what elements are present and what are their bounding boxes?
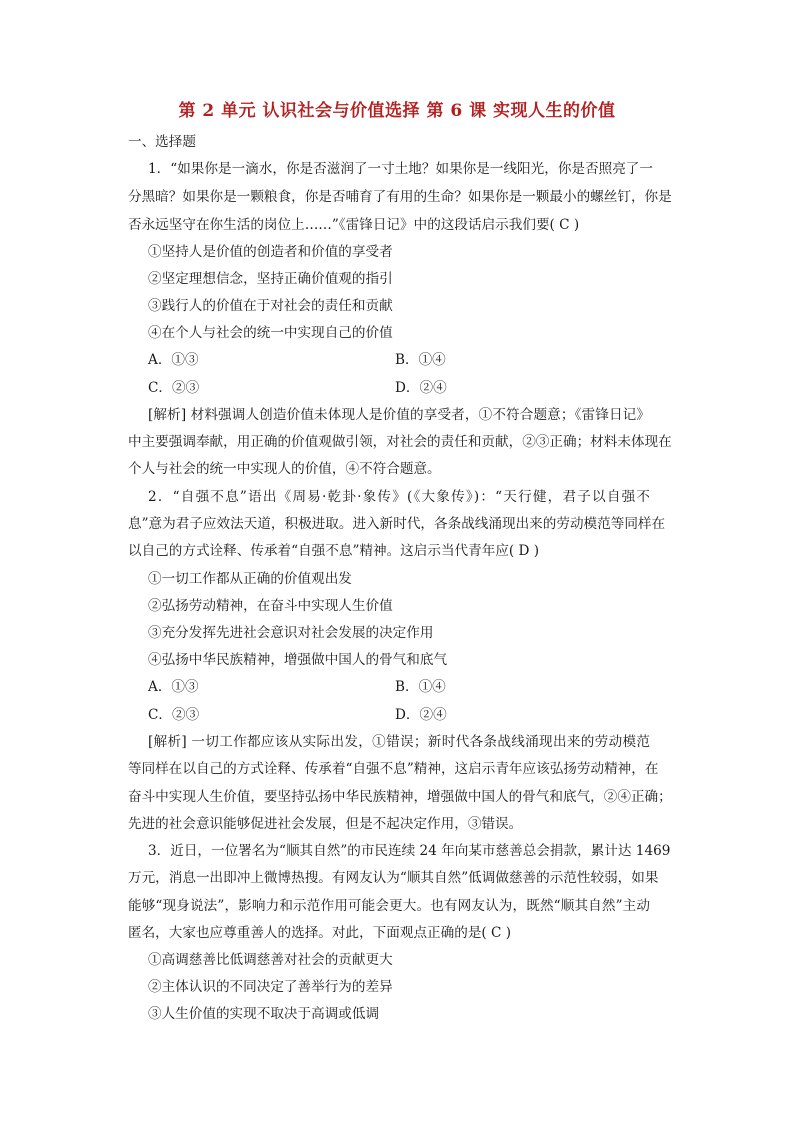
q2-statement-2: ②弘扬劳动精神，在奋斗中实现人生价值	[148, 598, 393, 614]
q2-stem-line-1: 2．“自强不息”语出《周易·乾卦·象传》(《大象传》)：“天行健，君子以自强不	[148, 489, 650, 505]
q2-analysis-line-3: 奋斗中实现人生价值，要坚持弘扬中华民族精神，增强做中国人的骨气和底气，②④正确；	[128, 789, 672, 805]
q1-stem-line-2: 分黑暗？如果你是一颗粮食，你是否哺育了有用的生命？如果你是一颗最小的螺丝钉，你是	[128, 189, 672, 205]
q1-analysis-line-2: 中主要强调奉献，用正确的价值观做引领，对社会的责任和贡献，②③正确；材料未体现在	[128, 434, 672, 450]
q2-analysis-line-1: [解析] 一切工作都应该从实际出发，①错误；新时代各条战线涌现出来的劳动模范	[148, 734, 650, 750]
q3-statement-2: ②主体认识的不同决定了善举行为的差异	[148, 979, 393, 995]
q1-stem-line-3: 否永远坚守在你生活的岗位上……”《雷锋日记》中的这段话启示我们要( C )	[128, 217, 580, 233]
q2-choice-d: D．②④	[395, 707, 447, 723]
q1-statement-4: ④在个人与社会的统一中实现自己的价值	[148, 325, 393, 341]
page-title: 第 2 单元 认识社会与价值选择 第 6 课 实现人生的价值	[178, 101, 616, 121]
q1-analysis-line-3: 个人与社会的统一中实现人的价值，④不符合题意。	[128, 461, 441, 477]
q1-statement-2: ②坚定理想信念，坚持正确价值观的指引	[148, 271, 393, 287]
q1-choice-a: A．①③	[148, 352, 199, 368]
section-heading: 一、选择题	[128, 134, 196, 150]
q1-choice-d: D．②④	[395, 380, 447, 396]
q1-statement-1: ①坚持人是价值的创造者和价值的享受者	[148, 244, 393, 260]
q2-stem-line-2: 息”意为君子应效法天道，积极进取。进入新时代，各条战线涌现出来的劳动模范等同样在	[128, 516, 666, 532]
q1-statement-3: ③践行人的价值在于对社会的责任和贡献	[148, 298, 393, 314]
q2-stem-line-3: 以自己的方式诠释、传承着“自强不息”精神。这启示当代青年应( D )	[128, 543, 540, 559]
q3-stem-line-4: 匿名，大家也应尊重善人的选择。对此，下面观点正确的是( C )	[128, 925, 512, 941]
q3-statement-1: ①高调慈善比低调慈善对社会的贡献更大	[148, 952, 393, 968]
q2-statement-3: ③充分发挥先进社会意识对社会发展的决定作用	[148, 625, 434, 641]
q2-statement-4: ④弘扬中华民族精神，增强做中国人的骨气和底气	[148, 652, 448, 668]
q2-statement-1: ①一切工作都从正确的价值观出发	[148, 571, 352, 587]
q2-analysis-line-2: 等同样在以自己的方式诠释、传承着“自强不息”精神，这启示青年应该弘扬劳动精神，在	[128, 761, 659, 777]
q2-choice-c: C．②③	[148, 707, 200, 723]
q3-stem-line-1: 3．近日，一位署名为“顺其自然”的市民连续 24 年向某市慈善总会捐款，累计达 1469	[148, 843, 671, 859]
q2-choice-b: B．①④	[395, 679, 446, 695]
q3-stem-line-3: 能够“现身说法”，影响力和示范作用可能会更大。也有网友认为，既然“顺其自然”主动	[128, 898, 650, 914]
q2-analysis-line-4: 先进的社会意识能够促进社会发展，但是不起决定作用，③错误。	[128, 816, 523, 832]
q3-stem-line-2: 万元，消息一出即冲上微博热搜。有网友认为“顺其自然”低调做慈善的示范性较弱，如果	[128, 870, 659, 886]
q3-statement-3: ③人生价值的实现不取决于高调或低调	[148, 1006, 380, 1022]
q2-choice-a: A．①③	[148, 679, 199, 695]
q1-choice-b: B．①④	[395, 352, 446, 368]
q1-analysis-line-1: [解析] 材料强调人创造价值未体现人是价值的享受者，①不符合题意；《雷锋日记》	[148, 407, 650, 423]
q1-stem-line-1: 1．“如果你是一滴水，你是否滋润了一寸土地？如果你是一线阳光，你是否照亮了一	[148, 161, 653, 177]
q1-choice-c: C．②③	[148, 380, 200, 396]
